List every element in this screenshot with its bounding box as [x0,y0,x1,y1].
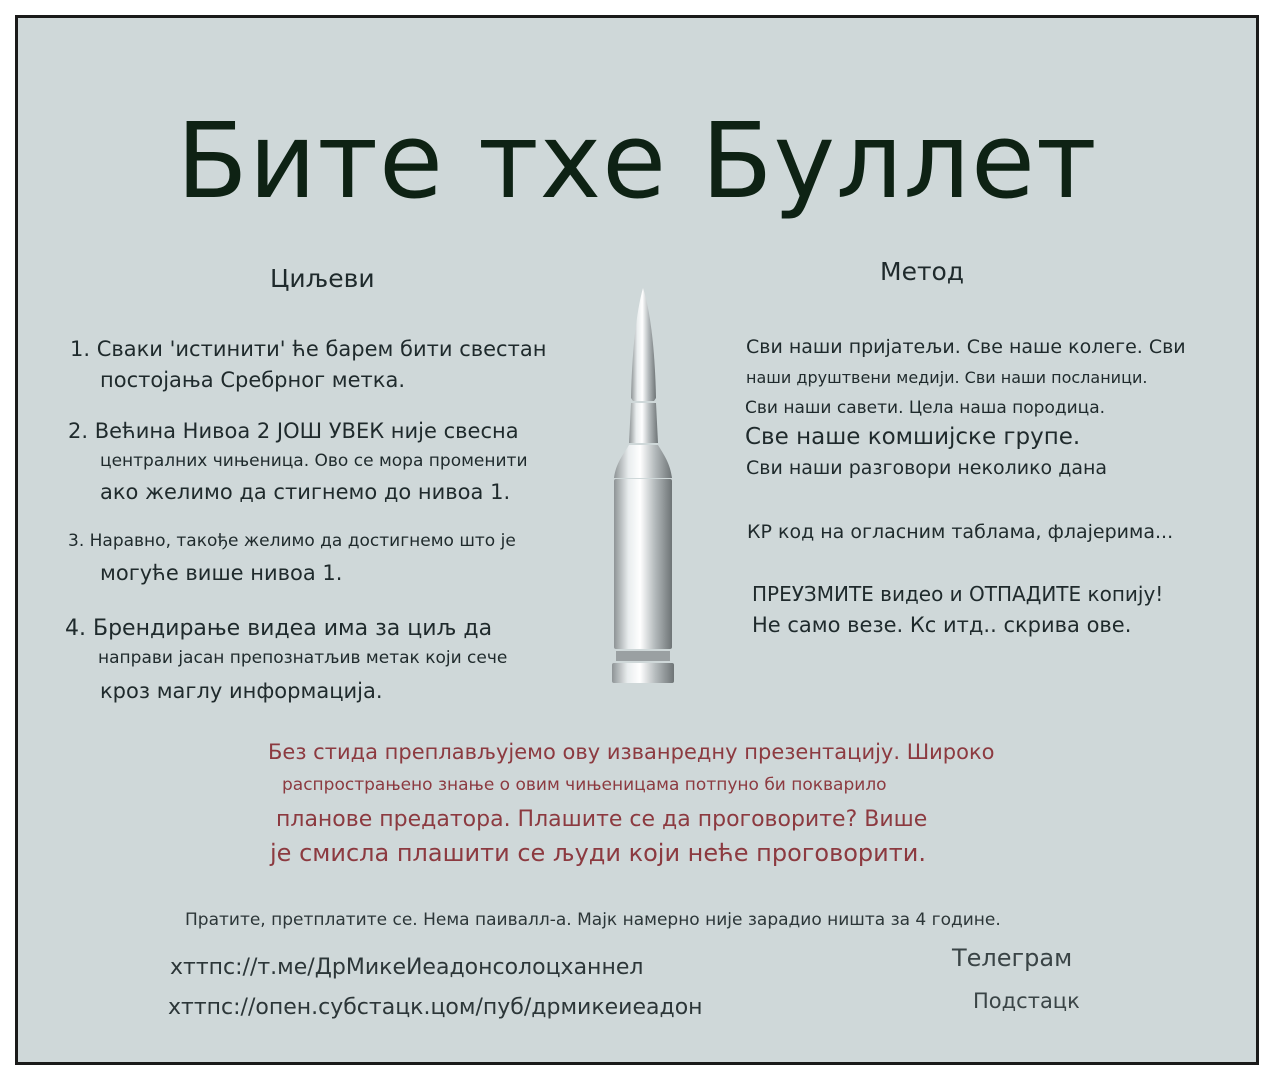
message-line-2: распрострањено знање о овим чињеницама потпуно би покварило [282,775,887,795]
goal-4-line-2: направи јасан препознатљив метак који сече [98,648,508,668]
goal-4-line-1: 4. Брендирање видеа има за циљ да [65,616,493,641]
goal-2-line-2: централних чињеница. Ово се мора променити [100,451,528,471]
footer-note: Пратите, претплатите се. Нема паивалл-а. Мајк намерно није зарадио ништа за 4 године. [185,910,1001,930]
method-line-8: Не само везе. Кс итд.. скрива ове. [752,613,1132,637]
message-line-3: планове предатора. Плашите се да проговорите? Више [276,807,928,832]
telegram-link[interactable]: хттпс://т.ме/ДрМикеИеадонсолоцханнел [170,955,644,980]
message-line-1: Без стида преплављујемо ову изванредну презентацију. Широко [268,740,995,764]
telegram-label: Телеграм [952,944,1073,972]
goal-1-line-2: постојања Сребрног метка. [100,368,406,392]
method-line-1: Сви наши пријатељи. Све наше колеге. Сви [746,336,1186,358]
goal-1-line-1: 1. Сваки 'истинити' ће барем бити свестан [70,337,547,361]
method-line-3: Сви наши савети. Цела наша породица. [745,398,1106,418]
message-line-4: је смисла плашити се људи који неће проговорити. [270,839,926,867]
goal-3-line-2: могуће више нивоа 1. [100,561,343,585]
substack-link[interactable]: хттпс://опен.субстацк.цом/пуб/дрмикеиеадон [168,995,703,1020]
bullet-image [598,283,688,693]
method-line-7: ПРЕУЗМИТЕ видео и ОТПАДИТЕ копију! [752,582,1164,606]
substack-label: Подстацк [973,989,1080,1013]
method-line-4: Све наше комшијске групе. [745,424,1081,450]
method-line-5: Сви наши разговори неколико дана [746,457,1108,479]
poster-title: Бите тхе Буллет [176,100,1098,222]
method-heading: Метод [880,257,965,286]
goal-3-line-1: 3. Наравно, такође желимо да достигнемо што је [68,531,516,551]
poster-frame [15,15,1259,1065]
method-line-6: КР код на огласним таблама, флајерима... [747,521,1174,543]
goals-heading: Циљеви [270,264,375,293]
method-line-2: наши друштвени медији. Сви наши посланици. [746,368,1148,387]
goal-2-line-3: ако желимо да стигнемо до нивоа 1. [100,480,511,504]
goal-4-line-3: кроз маглу информација. [100,679,383,703]
goal-2-line-1: 2. Већина Нивоа 2 ЈОШ УВЕК није свесна [68,419,519,443]
